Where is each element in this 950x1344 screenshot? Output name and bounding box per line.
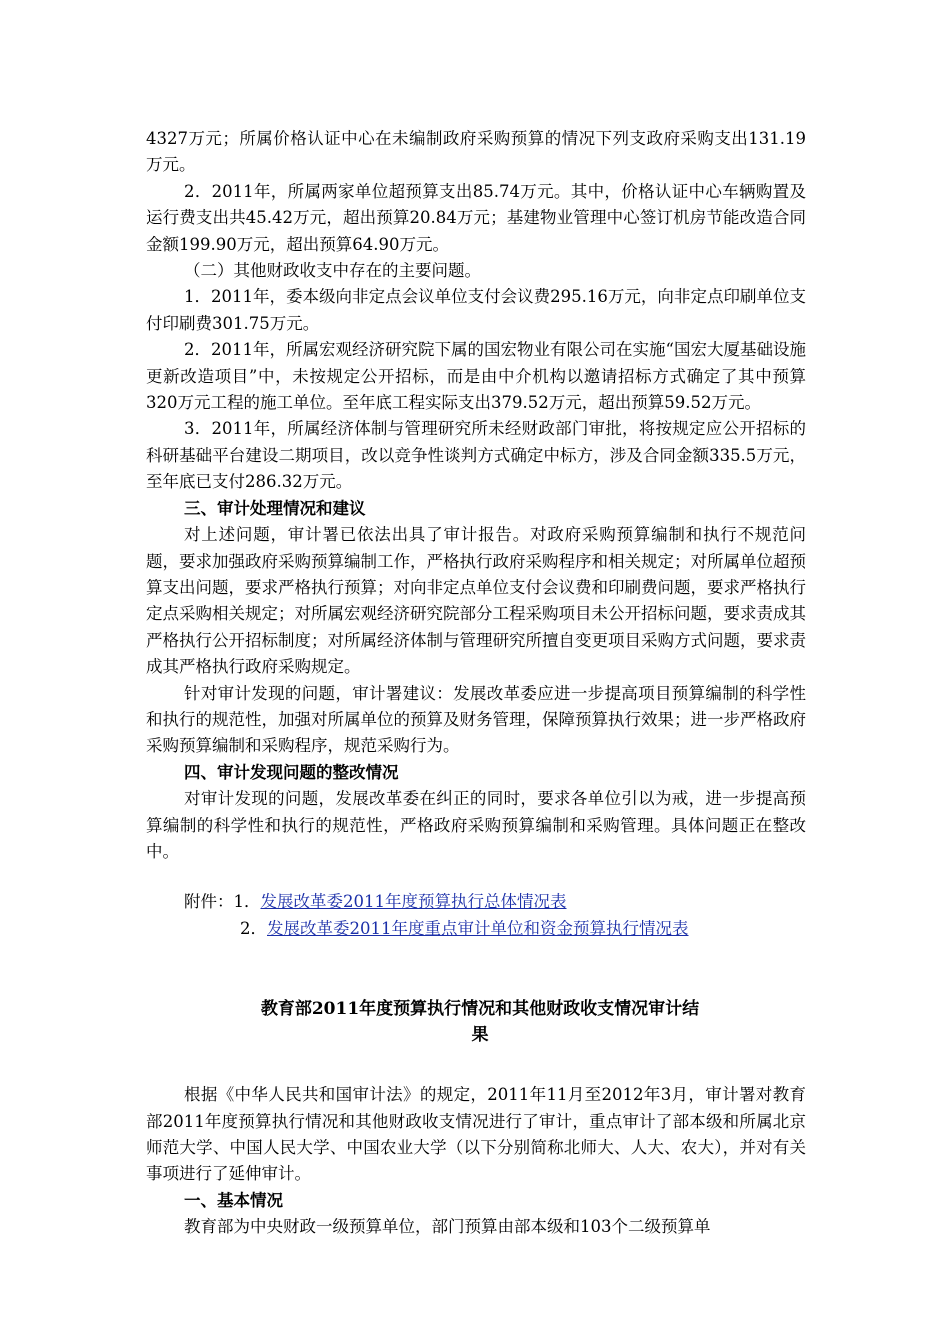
document-page <box>146 126 806 1241</box>
paragraph-edu-basic: 教育部为中央财政一级预算单位，部门预算由部本级和103个二级预算单 <box>184 1217 711 1237</box>
heading-basic-info: 一、基本情况 <box>184 1190 283 1210</box>
paragraph-handling-2: 针对审计发现的问题，审计署建议：发展改革委应进一步提高项目预算编制的科学性和执行的规范性，加强对所属单位的预算及财务管理，保障预算执行效果；进一步严格政府采购预算编制和采购程序，规范采购行为。 <box>146 683 806 756</box>
section-title-line2: 果 <box>471 1025 489 1046</box>
paragraph-other-3: 3．2011年，所属经济体制与管理研究所未经财政部门审批，将按规定应公开招标的科研基础平台建设二期项目，改以竞争性谈判方式确定中标方，涉及合同金额335.5万元，至年底已支付286.32万元。 <box>146 419 806 492</box>
attachment-link-1[interactable]: 发展改革委2011年度预算执行总体情况表 <box>260 892 567 912</box>
paragraph-continuation: 4327万元；所属价格认证中心在未编制政府采购预算的情况下列支政府采购支出131.19万元。 <box>146 129 806 175</box>
paragraph-edu-intro: 根据《中华人民共和国审计法》的规定，2011年11月至2012年3月，审计署对教育部2011年度预算执行情况和其他财政收支情况进行了审计，重点审计了部本级和所属北京师范大学、中国人民大学、中国农业大学（以下分别简称北师大、人大、农大），并对有关事项进行了延伸审计。 <box>146 1085 806 1184</box>
heading-audit-handling: 三、审计处理情况和建议 <box>184 498 366 518</box>
attachment-line-2 <box>146 916 806 942</box>
paragraph-rectification: 对审计发现的问题，发展改革委在纠正的同时，要求各单位引以为戒，进一步提高预算编制的科学性和执行的规范性，严格政府采购预算编制和采购管理。具体问题正在整改中。 <box>146 789 806 861</box>
subheading-other-issues: （二）其他财政收支中存在的主要问题。 <box>184 261 481 281</box>
heading-rectification: 四、审计发现问题的整改情况 <box>184 762 399 782</box>
attachment-label-2: 2． <box>240 918 267 938</box>
attachment-label-1: 附件：1． <box>184 892 261 912</box>
paragraph-other-2: 2．2011年，所属宏观经济研究院下属的国宏物业有限公司在实施“国宏大厦基础设施更新改造项目”中，未按规定公开招标，而是由中介机构以邀请招标方式确定了其中预算320万元工程的施工单位。至年底工程实际支出379.52万元，超出预算59.52万元。 <box>146 340 806 413</box>
paragraph-handling-1: 对上述问题，审计署已依法出具了审计报告。对政府采购预算编制和执行不规范问题，要求加强政府采购预算编制工作，严格执行政府采购程序和相关规定；对所属单位超预算支出问题，要求严格执行预算；对向非定点单位支付会议费和印刷费问题，要求严格执行定点采购相关规定；对所属宏观经济研究院部分工程采购项目未公开招标问题，要求责成其严格执行公开招标制度；对所属经济体制与管理研究所擅自变更项目采购方式问题，要求责成其严格执行政府采购规定。 <box>146 525 806 677</box>
attachment-line-1 <box>146 889 806 915</box>
attachment-link-2[interactable]: 发展改革委2011年度重点审计单位和资金预算执行情况表 <box>267 918 689 938</box>
paragraph-other-1: 1．2011年，委本级向非定点会议单位支付会议费295.16万元，向非定点印刷单位支付印刷费301.75万元。 <box>146 287 806 333</box>
section-title-line1: 教育部2011年度预算执行情况和其他财政收支情况审计结 <box>260 999 700 1020</box>
paragraph-item-2: 2．2011年，所属两家单位超预算支出85.74万元。其中，价格认证中心车辆购置及运行费支出共45.42万元，超出预算20.84万元；基建物业管理中心签订机房节能改造合同金额199.90万元，超出预算64.90万元。 <box>146 181 806 254</box>
